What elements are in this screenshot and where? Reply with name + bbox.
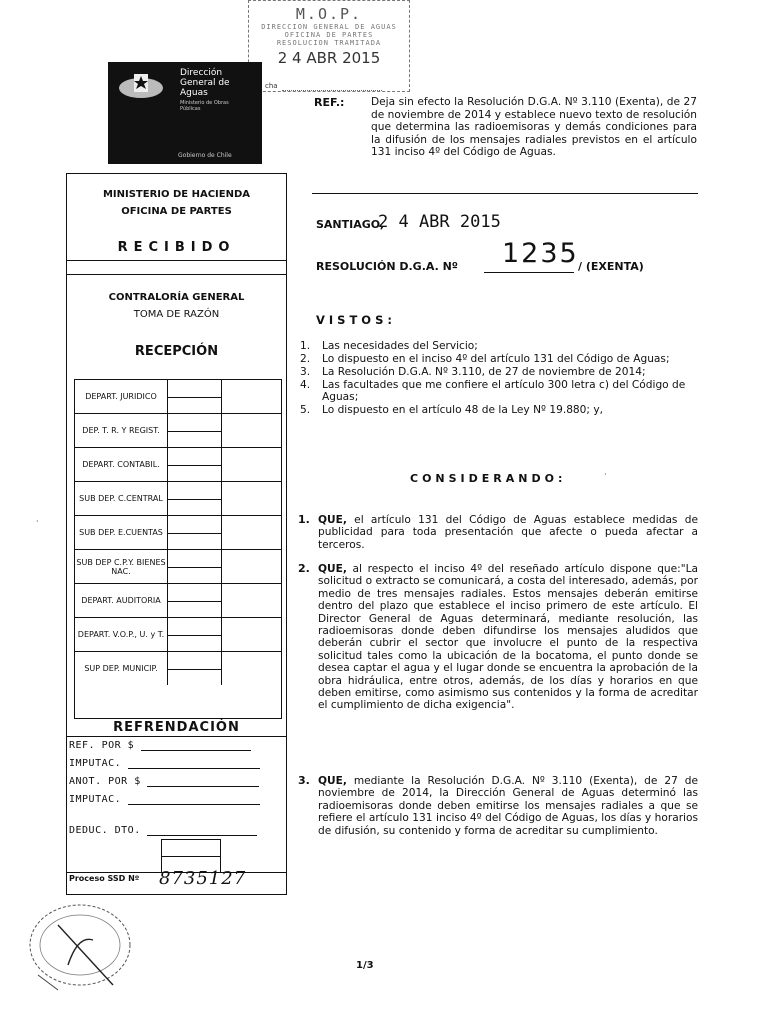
list-item: 4. Las facultades que me confiere el artículo 300 letra c) del Código de Aguas; bbox=[300, 379, 686, 403]
imputac-field-2: IMPUTAC. bbox=[69, 794, 260, 805]
divider bbox=[67, 260, 286, 261]
ref-por-field: REF. POR $ bbox=[69, 740, 251, 751]
dept-row: SUP DEP. MUNICIP. bbox=[74, 651, 282, 685]
dga-logo bbox=[108, 62, 262, 164]
received-stamp bbox=[248, 0, 410, 92]
stamp-line3: RESOLUCION TRAMITADA bbox=[276, 39, 382, 47]
deduc-dto-field: DEDUC. DTO. bbox=[69, 825, 257, 836]
stray-mark: · bbox=[604, 470, 607, 479]
anot-por-field: ANOT. POR $ bbox=[69, 776, 259, 787]
ref-label: REF.: bbox=[314, 96, 345, 109]
vistos-list bbox=[300, 340, 698, 417]
dept-row: DEPART. CONTABIL. bbox=[74, 447, 282, 481]
dept-row: DEP. T. R. Y REGIST. bbox=[74, 413, 282, 447]
stamp-date: 2 4 ABR 2015 bbox=[277, 49, 381, 67]
recibido-label: RECIBIDO bbox=[117, 240, 236, 255]
ref-text: Deja sin efecto la Resolución D.G.A. Nº 3.110 (Exenta), de 27 de noviembre de 2014 y establece nuevo texto de resolución que determina las radioemisoras y demás condiciones para la difusión de los mensajes radiales previstos en el artículo 131 inciso 4º del Código de Aguas. bbox=[371, 96, 697, 158]
stamp-org: M.O.P. bbox=[295, 5, 363, 23]
dept-row: SUB DEP. C.CENTRAL bbox=[74, 481, 282, 515]
stray-mark: · bbox=[36, 517, 39, 526]
dept-row: SUB DEP C.P.Y. BIENES NAC. bbox=[74, 549, 282, 583]
resolucion-number: 1235 bbox=[502, 238, 579, 269]
list-item: 1. Las necesidades del Servicio; bbox=[300, 340, 478, 352]
list-item: 3. La Resolución D.G.A. Nº 3.110, de 27 de noviembre de 2014; bbox=[300, 366, 646, 378]
divider bbox=[67, 274, 286, 275]
resolucion-label: RESOLUCIÓN D.G.A. Nº bbox=[316, 260, 459, 273]
official-seal-icon bbox=[18, 895, 138, 995]
coat-of-arms-icon bbox=[116, 68, 166, 102]
page-number: 1/3 bbox=[356, 960, 374, 971]
santiago-label: SANTIAGO, bbox=[316, 218, 385, 231]
exenta-label: / (EXENTA) bbox=[578, 260, 644, 273]
considerando-item-2: 2. QUE, al respecto el inciso 4º del reseñado artículo dispone que:"La solicitud o extracto se comunicará, a costa del interesado, además, por medio de tres mensajes radiales. Estos mensajes deberán emitirse dentro del plazo que establece el inciso primero de este artículo. El Director General de Aguas determinará, mediante resolución, las radioemisoras donde deben difundirse los mensajes aludidos que deberán cubrir el sector que involucre el punto de la respectiva solicitud tales como la ubicación de la bocatoma, el punto donde se desea captar el agua y el lugar donde se encuentra la aprobación de la obra hidráulica, entre otros, además, de los días y horarios en que deben emitirse, como asimismo sus contenidos y la forma de acreditar el cumplimiento de dicha exigencia". bbox=[298, 562, 698, 712]
logo-title: Dirección General de Aguas bbox=[180, 68, 230, 98]
list-item: 2. Lo dispuesto en el inciso 4º del artículo 131 del Código de Aguas; bbox=[300, 353, 670, 365]
stamp-line2: OFICINA DE PARTES bbox=[284, 31, 374, 39]
reception-form bbox=[66, 173, 287, 895]
logo-subtitle: Ministerio de Obras Públicas bbox=[180, 100, 229, 112]
refrendacion-label: REFRENDACIÓN bbox=[113, 720, 240, 735]
list-item: 5. Lo dispuesto en el artículo 48 de la Ley Nº 19.880; y, bbox=[300, 404, 603, 416]
ficha-label: cha bbox=[265, 82, 278, 90]
vistos-title: VISTOS: bbox=[316, 313, 396, 327]
santiago-date: 2 4 ABR 2015 bbox=[378, 212, 501, 232]
dept-row: DEPART. V.O.P., U. y T. bbox=[74, 617, 282, 651]
considerando-item-1: 1. QUE, el artículo 131 del Código de Aguas establece medidas de publicidad para toda presentación que afecte o pueda afectar a terceros. bbox=[298, 513, 698, 551]
divider bbox=[67, 736, 286, 737]
blank-row bbox=[74, 685, 282, 719]
stamp-line1: DIRECCION GENERAL DE AGUAS bbox=[261, 23, 397, 31]
dept-row: DEPART. AUDITORIA bbox=[74, 583, 282, 617]
proceso-label: Proceso SSD Nº bbox=[69, 874, 140, 883]
contraloria-label: CONTRALORÍA GENERAL bbox=[108, 292, 245, 303]
toma-label: TOMA DE RAZÓN bbox=[133, 309, 220, 320]
department-grid bbox=[74, 379, 282, 719]
dept-row: DEPART. JURIDICO bbox=[74, 379, 282, 413]
recepcion-label: RECEPCIÓN bbox=[134, 344, 219, 359]
proceso-number: 8735127 bbox=[159, 868, 247, 889]
logo-footer: Gobierno de Chile bbox=[178, 152, 232, 159]
considerando-title: CONSIDERANDO: bbox=[410, 472, 567, 485]
imputac-field: IMPUTAC. bbox=[69, 758, 260, 769]
dept-row: SUB DEP. E.CUENTAS bbox=[74, 515, 282, 549]
form-header: MINISTERIO DE HACIENDA OFICINA DE PARTES bbox=[102, 189, 251, 217]
resolucion-line bbox=[484, 272, 574, 273]
header-rule bbox=[312, 193, 698, 194]
considerando-item-3: 3. QUE, mediante la Resolución D.G.A. Nº 3.110 (Exenta), de 27 de noviembre de 2014, la Dirección General de Aguas determinó las radioemisoras donde deben emitirse los mensajes radiales a que se refiere el artículo 131 inciso 4º del Código de Aguas, los días y horarios de difusión, su contenido y forma de acreditar su cumplimiento. bbox=[298, 774, 698, 837]
ficha-line bbox=[282, 90, 382, 91]
